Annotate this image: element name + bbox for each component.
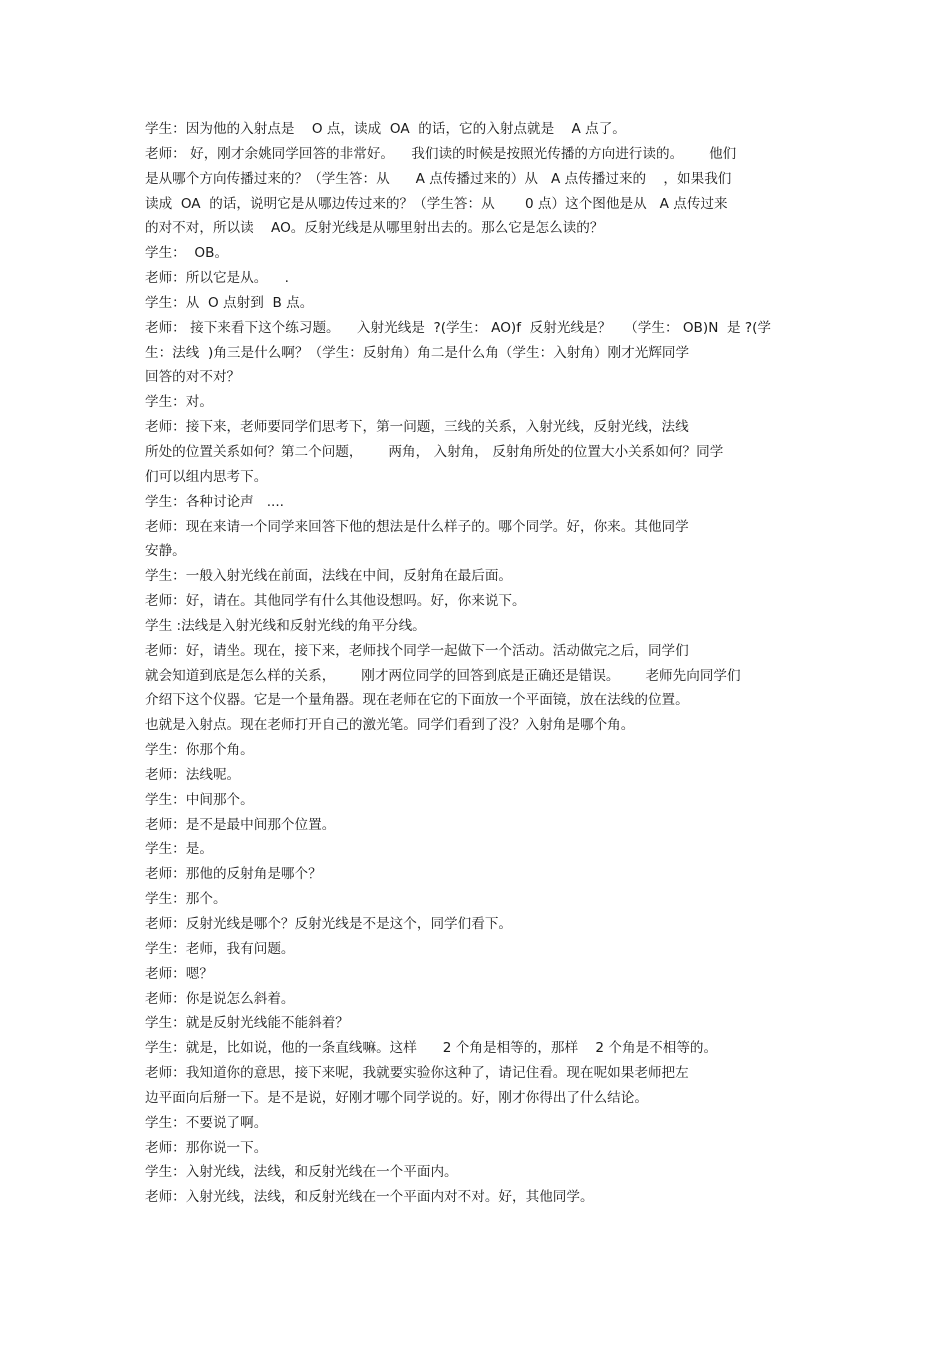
transcript-line: 所处的位置关系如何？第二个问题， 两角， 入射角， 反射角所处的位置大小关系如何？同学 bbox=[145, 443, 724, 460]
transcript-line: 老师：你是说怎么斜着。 bbox=[145, 990, 295, 1007]
transcript-line: 老师：反射光线是哪个？反射光线是不是这个，同学们看下。 bbox=[145, 916, 513, 932]
transcript-line: 学生：入射光线，法线，和反射光线在一个平面内。 bbox=[145, 1164, 458, 1181]
transcript-line: 老师：是不是最中间那个位置。 bbox=[145, 816, 336, 833]
transcript-line: 学生 :法线是入射光线和反射光线的角平分线。 bbox=[145, 617, 426, 634]
transcript-line: 也就是入射点。现在老师打开自己的激光笔。同学们看到了没？入射角是哪个角。 bbox=[145, 717, 635, 734]
transcript-line: 老师： 接下来看下这个练习题。 入射光线是 ?(学生： AO)f 反射光线是？ （学生： OB)N 是 ?(学 bbox=[145, 319, 772, 336]
transcript-line: 的对不对，所以读 AO。反射光线是从哪里射出去的。那么它是怎么读的？ bbox=[145, 220, 604, 237]
transcript-line: 老师：好，请在。其他同学有什么其他设想吗。好，你来说下。 bbox=[145, 593, 526, 610]
transcript-line: 就会知道到底是怎么样的关系， 刚才两位同学的回答到底是正确还是错误。 老师先向同学们 bbox=[145, 667, 741, 684]
transcript-line: 学生：一般入射光线在前面，法线在中间，反射角在最后面。 bbox=[145, 568, 513, 585]
transcript-line: 学生：因为他的入射点是 O 点，读成 OA 的话，它的入射点就是 A 点了。 bbox=[145, 121, 626, 137]
transcript-line: 学生：你那个角。 bbox=[145, 742, 254, 759]
transcript-text bbox=[145, 117, 815, 1210]
transcript-line: 老师：现在来请一个同学来回答下他的想法是什么样子的。哪个同学。好，你来。其他同学 bbox=[145, 518, 689, 535]
transcript-line: 是从哪个方向传播过来的？（学生答：从 A 点传播过来的）从 A 点传播过来的 ，如果我们 bbox=[145, 170, 732, 187]
transcript-line: 学生：不要说了啊。 bbox=[145, 1114, 268, 1131]
transcript-line: 学生：老师，我有问题。 bbox=[145, 940, 295, 957]
transcript-line: 回答的对不对？ bbox=[145, 369, 241, 386]
transcript-line: 学生：对。 bbox=[145, 394, 213, 411]
transcript-line: 学生： OB。 bbox=[145, 245, 229, 262]
transcript-line: 老师：接下来，老师要同学们思考下，第一问题，三线的关系，入射光线，反射光线，法线 bbox=[145, 419, 689, 436]
transcript-line: 老师：那他的反射角是哪个？ bbox=[145, 866, 322, 883]
transcript-line: 安静。 bbox=[145, 543, 186, 560]
transcript-line: 学生：从 O 点射到 B 点。 bbox=[145, 294, 314, 311]
transcript-line: 生：法线 )角三是什么啊？（学生：反射角）角二是什么角（学生：入射角）刚才光辉同学 bbox=[145, 344, 690, 361]
transcript-line: 学生：是。 bbox=[145, 841, 213, 858]
transcript-line: 老师：我知道你的意思，接下来呢，我就要实验你这种了，请记住看。现在呢如果老师把左 bbox=[145, 1065, 689, 1082]
transcript-line: 老师：嗯？ bbox=[145, 965, 213, 982]
transcript-line: 学生：就是反射光线能不能斜着？ bbox=[145, 1015, 349, 1032]
transcript-line: 学生：各种讨论声 .... bbox=[145, 493, 284, 510]
transcript-line: 学生：那个。 bbox=[145, 891, 227, 908]
transcript-line: 们可以组内思考下。 bbox=[145, 468, 268, 485]
transcript-line: 老师：法线呢。 bbox=[145, 766, 241, 783]
transcript-line: 老师：那你说一下。 bbox=[145, 1139, 268, 1156]
transcript-line: 老师：入射光线，法线，和反射光线在一个平面内对不对。好，其他同学。 bbox=[145, 1189, 594, 1206]
transcript-line: 读成 OA 的话，说明它是从哪边传过来的？（学生答：从 0 点）这个图他是从 A 点传过来 bbox=[145, 195, 728, 212]
transcript-line: 老师：所以它是从。 . bbox=[145, 270, 289, 287]
transcript-line: 边平面向后掰一下。是不是说，好刚才哪个同学说的。好，刚才你得出了什么结论。 bbox=[145, 1089, 648, 1106]
transcript-line: 老师： 好，刚才余姚同学回答的非常好。 我们读的时候是按照光传播的方向进行读的。 他们 bbox=[145, 145, 737, 162]
transcript-line: 学生：中间那个。 bbox=[145, 791, 254, 808]
transcript-line: 老师：好，请坐。现在，接下来，老师找个同学一起做下一个活动。活动做完之后，同学们 bbox=[145, 642, 689, 659]
transcript-line: 介绍下这个仪器。它是一个量角器。现在老师在它的下面放一个平面镜，放在法线的位置。 bbox=[145, 692, 689, 709]
transcript-line: 学生：就是，比如说，他的一条直线嘛。这样 2 个角是相等的，那样 2 个角是不相等的。 bbox=[145, 1040, 718, 1057]
